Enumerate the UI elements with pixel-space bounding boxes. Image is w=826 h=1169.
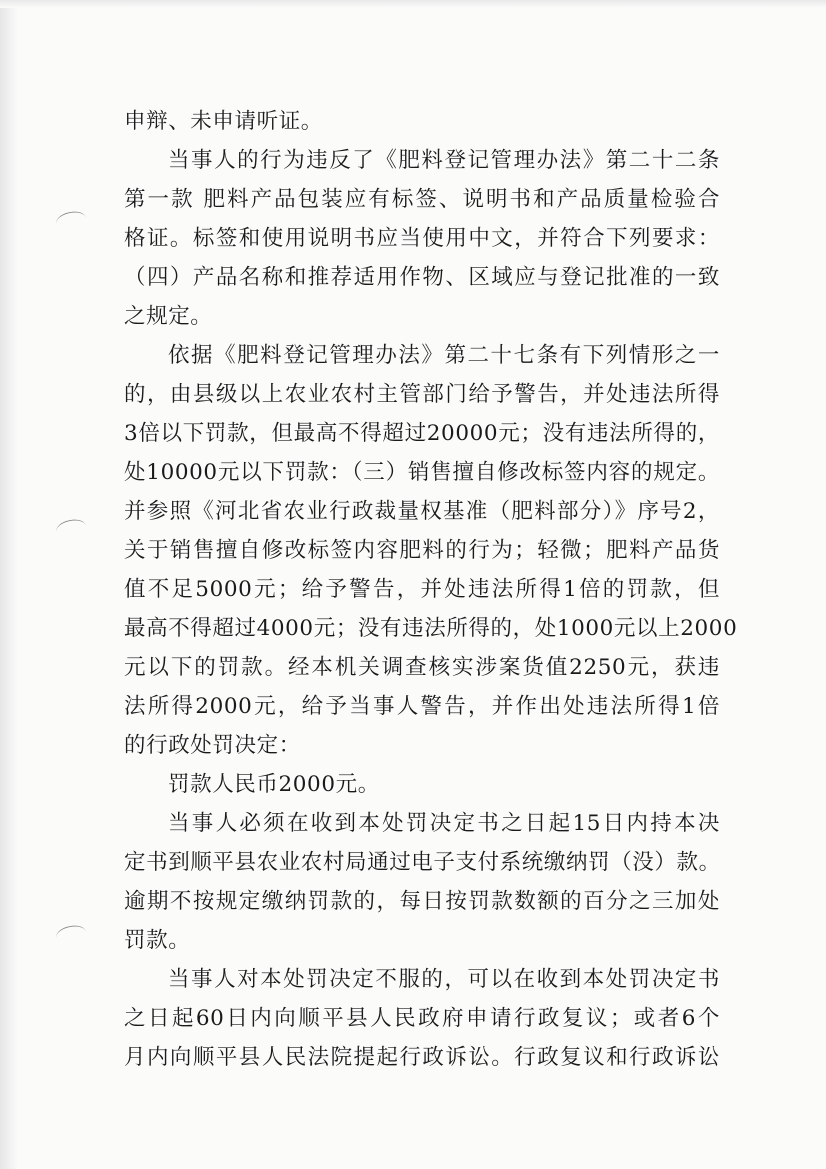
text-line: 处10000元以下罚款：（三）销售擅自修改标签内容的规定。 [124,460,720,485]
text-line: 申辩、未申请听证。 [124,109,323,134]
text-line: （四）产品名称和推荐适用作物、区域应与登记批准的一致 [124,265,720,290]
text-line: 元以下的罚款。经本机关调查核实涉案货值2250元，获违 [124,655,720,680]
text-line: 法所得2000元，给予当事人警告，并作出处违法所得1倍 [124,694,720,719]
text-line: 月内向顺平县人民法院提起行政诉讼。行政复议和行政诉讼 [124,1045,720,1070]
text-line: 当事人的行为违反了《肥料登记管理办法》第二十二条 [168,148,720,173]
binding-hole-mark [55,209,88,232]
text-line: 的行政处罚决定： [124,733,301,758]
text-line: 定书到顺平县农业农村局通过电子支付系统缴纳罚（没）款。 [124,850,721,875]
text-line: 罚款人民币2000元。 [168,772,380,797]
scan-shadow-top [0,0,826,8]
binding-hole-mark [55,517,88,540]
text-line: 当事人必须在收到本处罚决定书之日起15日内持本决 [168,811,720,836]
text-line: 之规定。 [124,304,213,329]
text-line: 罚款。 [124,928,191,953]
text-line: 的，由县级以上农业农村主管部门给予警告，并处违法所得 [124,382,720,407]
text-line: 关于销售擅自修改标签内容肥料的行为；轻微；肥料产品货 [124,538,720,563]
text-line: 最高不得超过4000元；没有违法所得的，处1000元以上2000 [124,616,738,641]
binding-hole-mark [55,923,88,946]
scan-shadow-left [0,0,18,1169]
text-line: 并参照《河北省农业行政裁量权基准（肥料部分）》序号2， [124,499,720,524]
text-line: 依据《肥料登记管理办法》第二十七条有下列情形之一 [168,343,720,368]
text-line: 逾期不按规定缴纳罚款的，每日按罚款数额的百分之三加处 [124,889,720,914]
text-line: 格证。标签和使用说明书应当使用中文，并符合下列要求： [124,226,720,251]
text-line: 第一款 肥料产品包装应有标签、说明书和产品质量检验合 [124,187,720,212]
text-line: 3倍以下罚款，但最高不得超过20000元；没有违法所得的， [124,421,720,446]
text-line: 当事人对本处罚决定不服的，可以在收到本处罚决定书 [168,967,720,992]
text-line: 值不足5000元；给予警告，并处违法所得1倍的罚款，但 [124,577,720,602]
text-line: 之日起60日内向顺平县人民政府申请行政复议；或者6个 [124,1006,720,1031]
document-body-text [124,102,738,1077]
